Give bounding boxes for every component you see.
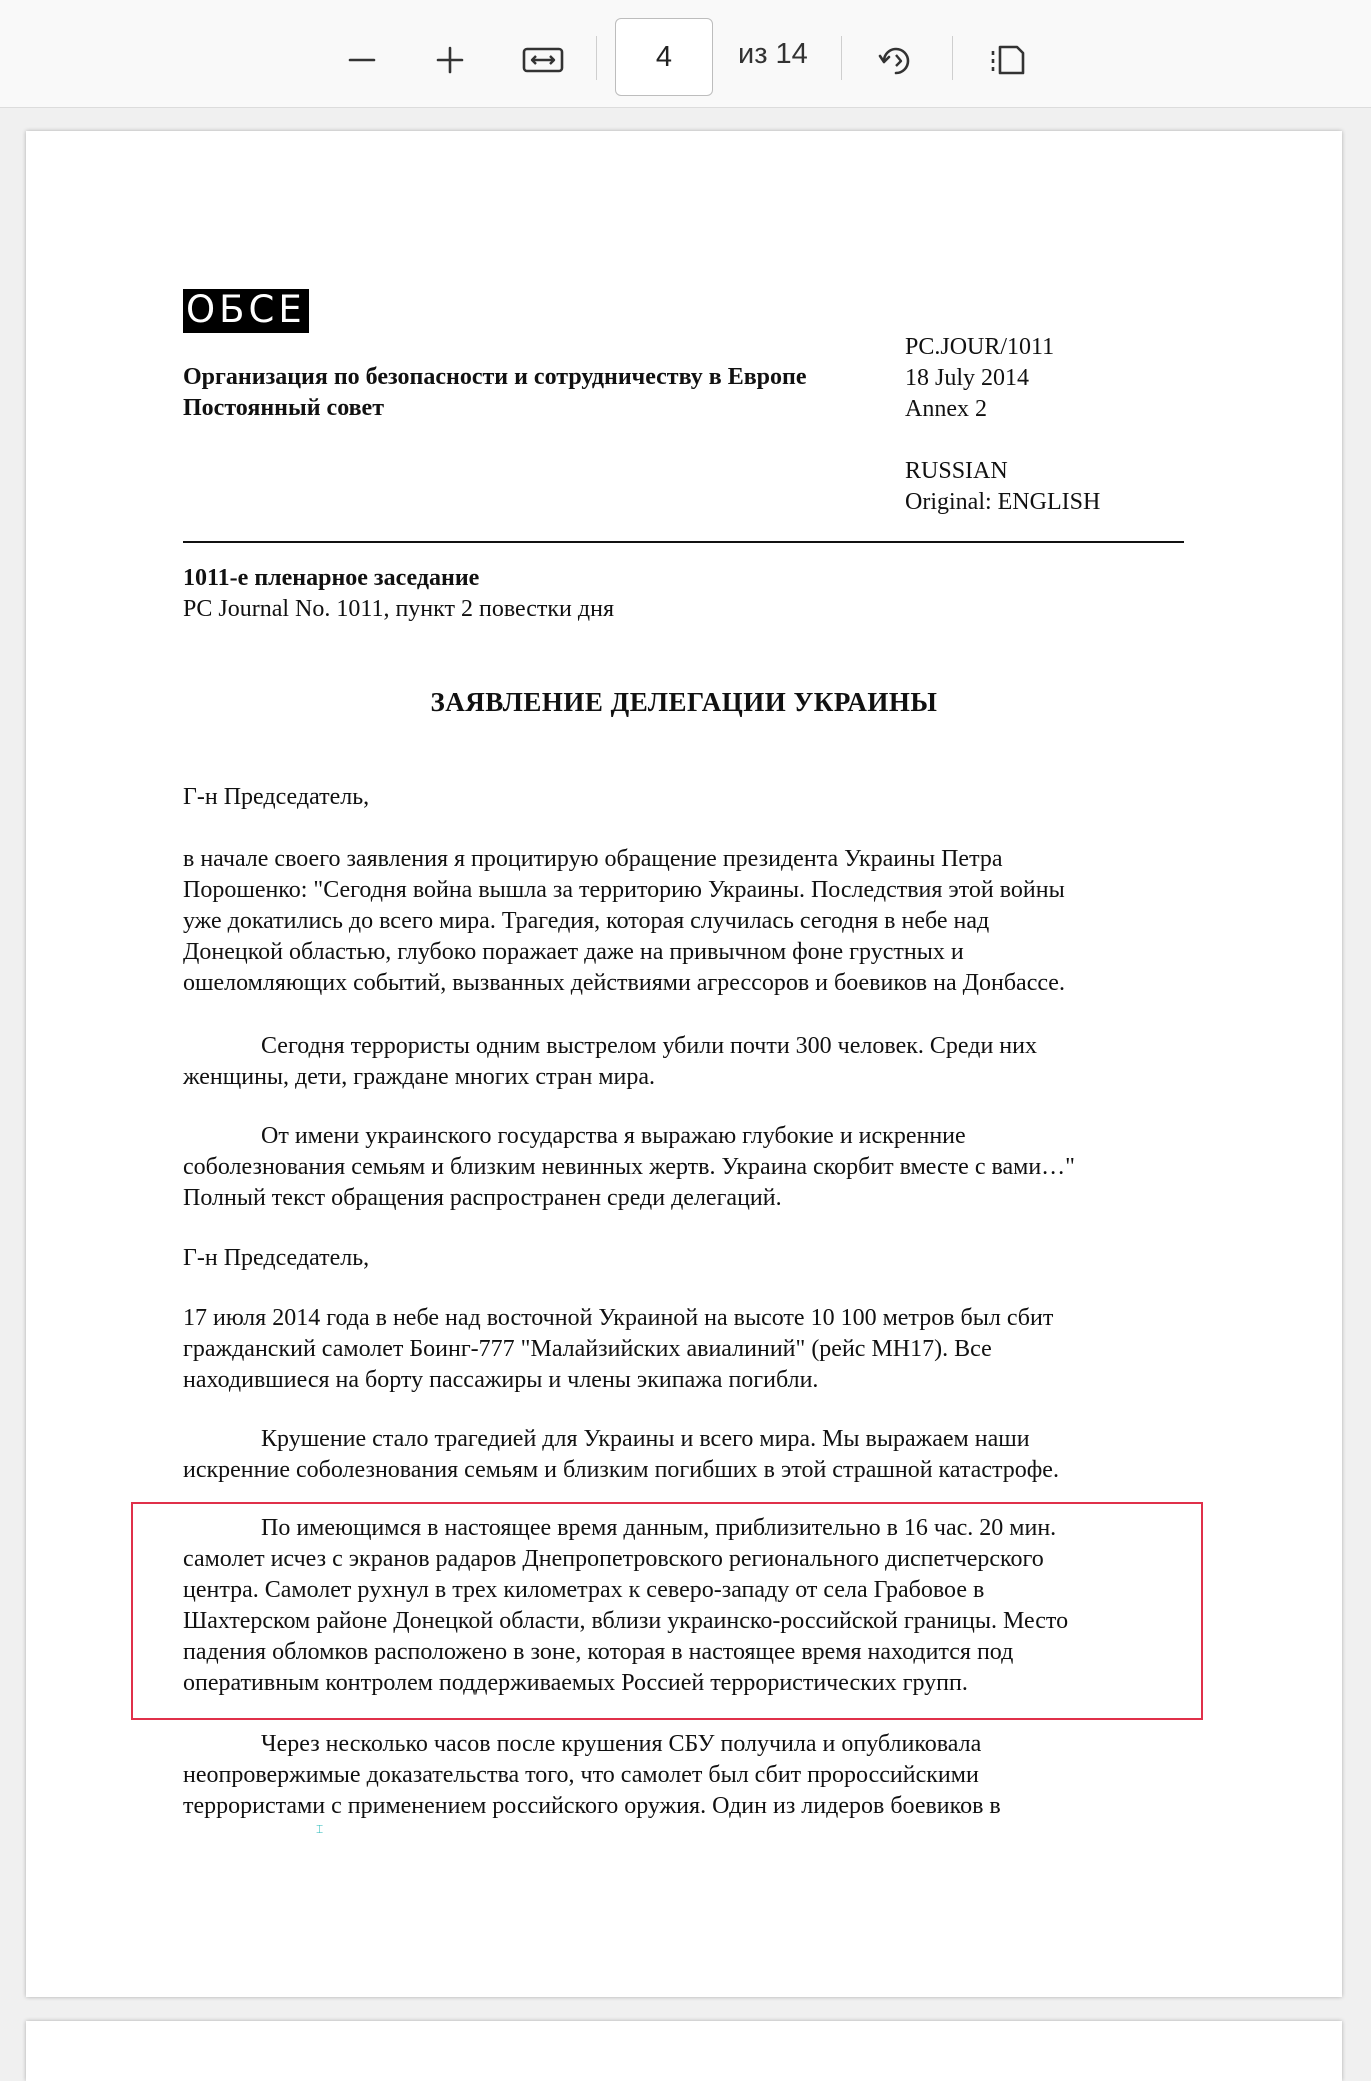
- page-number-input[interactable]: [615, 18, 713, 96]
- paragraph-line: Через несколько часов после крушения СБУ получила и опубликовала: [261, 1731, 982, 1757]
- paragraph-line: женщины, дети, граждане многих стран мира.: [183, 1064, 656, 1090]
- paragraph-line: падения обломков расположено в зоне, которая в настоящее время находится под: [183, 1639, 1014, 1665]
- fit-width-icon: [521, 44, 565, 76]
- salutation-text: Г-н Председатель,: [183, 1245, 370, 1271]
- agenda-reference: PC Journal No. 1011, пункт 2 повестки дня: [183, 596, 614, 622]
- page-view-button[interactable]: [976, 28, 1040, 92]
- rotate-icon: [876, 40, 916, 80]
- org-name: Организация по безопасности и сотрудничеству в Европе: [183, 364, 807, 390]
- doc-reference: PC.JOUR/1011: [905, 334, 1055, 360]
- page-view-icon: [988, 42, 1028, 78]
- paragraph-line: террористами с применением российского оружия. Один из лидеров боевиков в: [183, 1793, 1001, 1819]
- paragraph-line: Донецкой областью, глубоко поражает даже на привычном фоне грустных и: [183, 939, 964, 965]
- paragraph: [183, 1303, 1184, 1396]
- paragraph-line: От имени украинского государства я выражаю глубокие и искренние: [261, 1123, 966, 1149]
- salutation: [183, 782, 1184, 813]
- toolbar-separator: [841, 36, 842, 80]
- paragraph-line: центра. Самолет рухнул в трех километрах к северо-западу от села Грабовое в: [183, 1577, 985, 1603]
- doc-language: RUSSIAN: [905, 458, 1008, 484]
- text-cursor-icon: ⌶: [316, 1822, 324, 1836]
- paragraph-line: Порошенко: "Сегодня война вышла за территорию Украины. Последствия этой войны: [183, 877, 1065, 903]
- paragraph-line: Шахтерском районе Донецкой области, вблизи украинско-российской границы. Место: [183, 1608, 1069, 1634]
- header-divider: [183, 541, 1184, 543]
- zoom-out-button[interactable]: [330, 28, 394, 92]
- paragraph-line: самолет исчез с экранов радаров Днепропетровского регионального диспетчерского: [183, 1546, 1044, 1572]
- paragraph-line: неопровержимые доказательства того, что самолет был сбит пророссийскими: [183, 1762, 979, 1788]
- paragraph-line: ошеломляющих событий, вызванных действиями агрессоров и боевиков на Донбассе.: [183, 970, 1065, 996]
- paragraph-line: Крушение стало трагедией для Украины и всего мира. Мы выражаем наши: [261, 1426, 1030, 1452]
- paragraph-line: 17 июля 2014 года в небе над восточной Украиной на высоте 10 100 метров был сбит: [183, 1305, 1054, 1331]
- paragraph-line: в начале своего заявления я процитирую обращение президента Украины Петра: [183, 846, 1003, 872]
- paragraph-line: находившиеся на борту пассажиры и члены экипажа погибли.: [183, 1367, 819, 1393]
- highlight-annotation-box: [131, 1502, 1203, 1720]
- toolbar-separator: [596, 36, 597, 80]
- osce-logo: ОБСЕ: [183, 289, 309, 333]
- paragraph: [183, 1121, 1184, 1214]
- paragraph-line: уже докатились до всего мира. Трагедия, которая случилась сегодня в небе над: [183, 908, 990, 934]
- paragraph-line: оперативным контролем поддерживаемых Россией террористических групп.: [183, 1670, 968, 1696]
- paragraph: [183, 1031, 1184, 1093]
- salutation: [183, 1243, 1184, 1274]
- paragraph-line: Полный текст обращения распространен среди делегаций.: [183, 1185, 782, 1211]
- next-document-page: [26, 2021, 1342, 2081]
- viewer-toolbar: [0, 0, 1371, 108]
- paragraph-line: Сегодня террористы одним выстрелом убили почти 300 человек. Среди них: [261, 1033, 1037, 1059]
- paragraph: [183, 1424, 1184, 1486]
- plus-icon: [434, 44, 466, 76]
- council-name: Постоянный совет: [183, 395, 384, 421]
- paragraph-line: По имеющимся в настоящее время данным, приблизительно в 16 час. 20 мин.: [261, 1515, 1057, 1541]
- toolbar-separator: [952, 36, 953, 80]
- rotate-button[interactable]: [864, 28, 928, 92]
- paragraph: [183, 844, 1184, 999]
- statement-title: ЗАЯВЛЕНИЕ ДЕЛЕГАЦИИ УКРАИНЫ: [430, 687, 938, 717]
- paragraph-line: искренние соболезнования семьям и близким погибших в этой страшной катастрофе.: [183, 1457, 1059, 1483]
- paragraph-line: соболезнования семьям и близким невинных жертв. Украина скорбит вместе с вами…": [183, 1154, 1075, 1180]
- fit-width-button[interactable]: [511, 28, 575, 92]
- doc-annex: Annex 2: [905, 396, 987, 422]
- doc-original: Original: ENGLISH: [905, 489, 1101, 515]
- salutation-text: Г-н Председатель,: [183, 784, 370, 810]
- page-total-label: из 14: [738, 38, 808, 70]
- zoom-in-button[interactable]: [418, 28, 482, 92]
- session-title: 1011-е пленарное заседание: [183, 565, 480, 591]
- paragraph-line: гражданский самолет Боинг-777 "Малайзийских авиалиний" (рейс МН17). Все: [183, 1336, 992, 1362]
- minus-icon: [346, 44, 378, 76]
- paragraph: [183, 1729, 1184, 1822]
- doc-date: 18 July 2014: [905, 365, 1030, 391]
